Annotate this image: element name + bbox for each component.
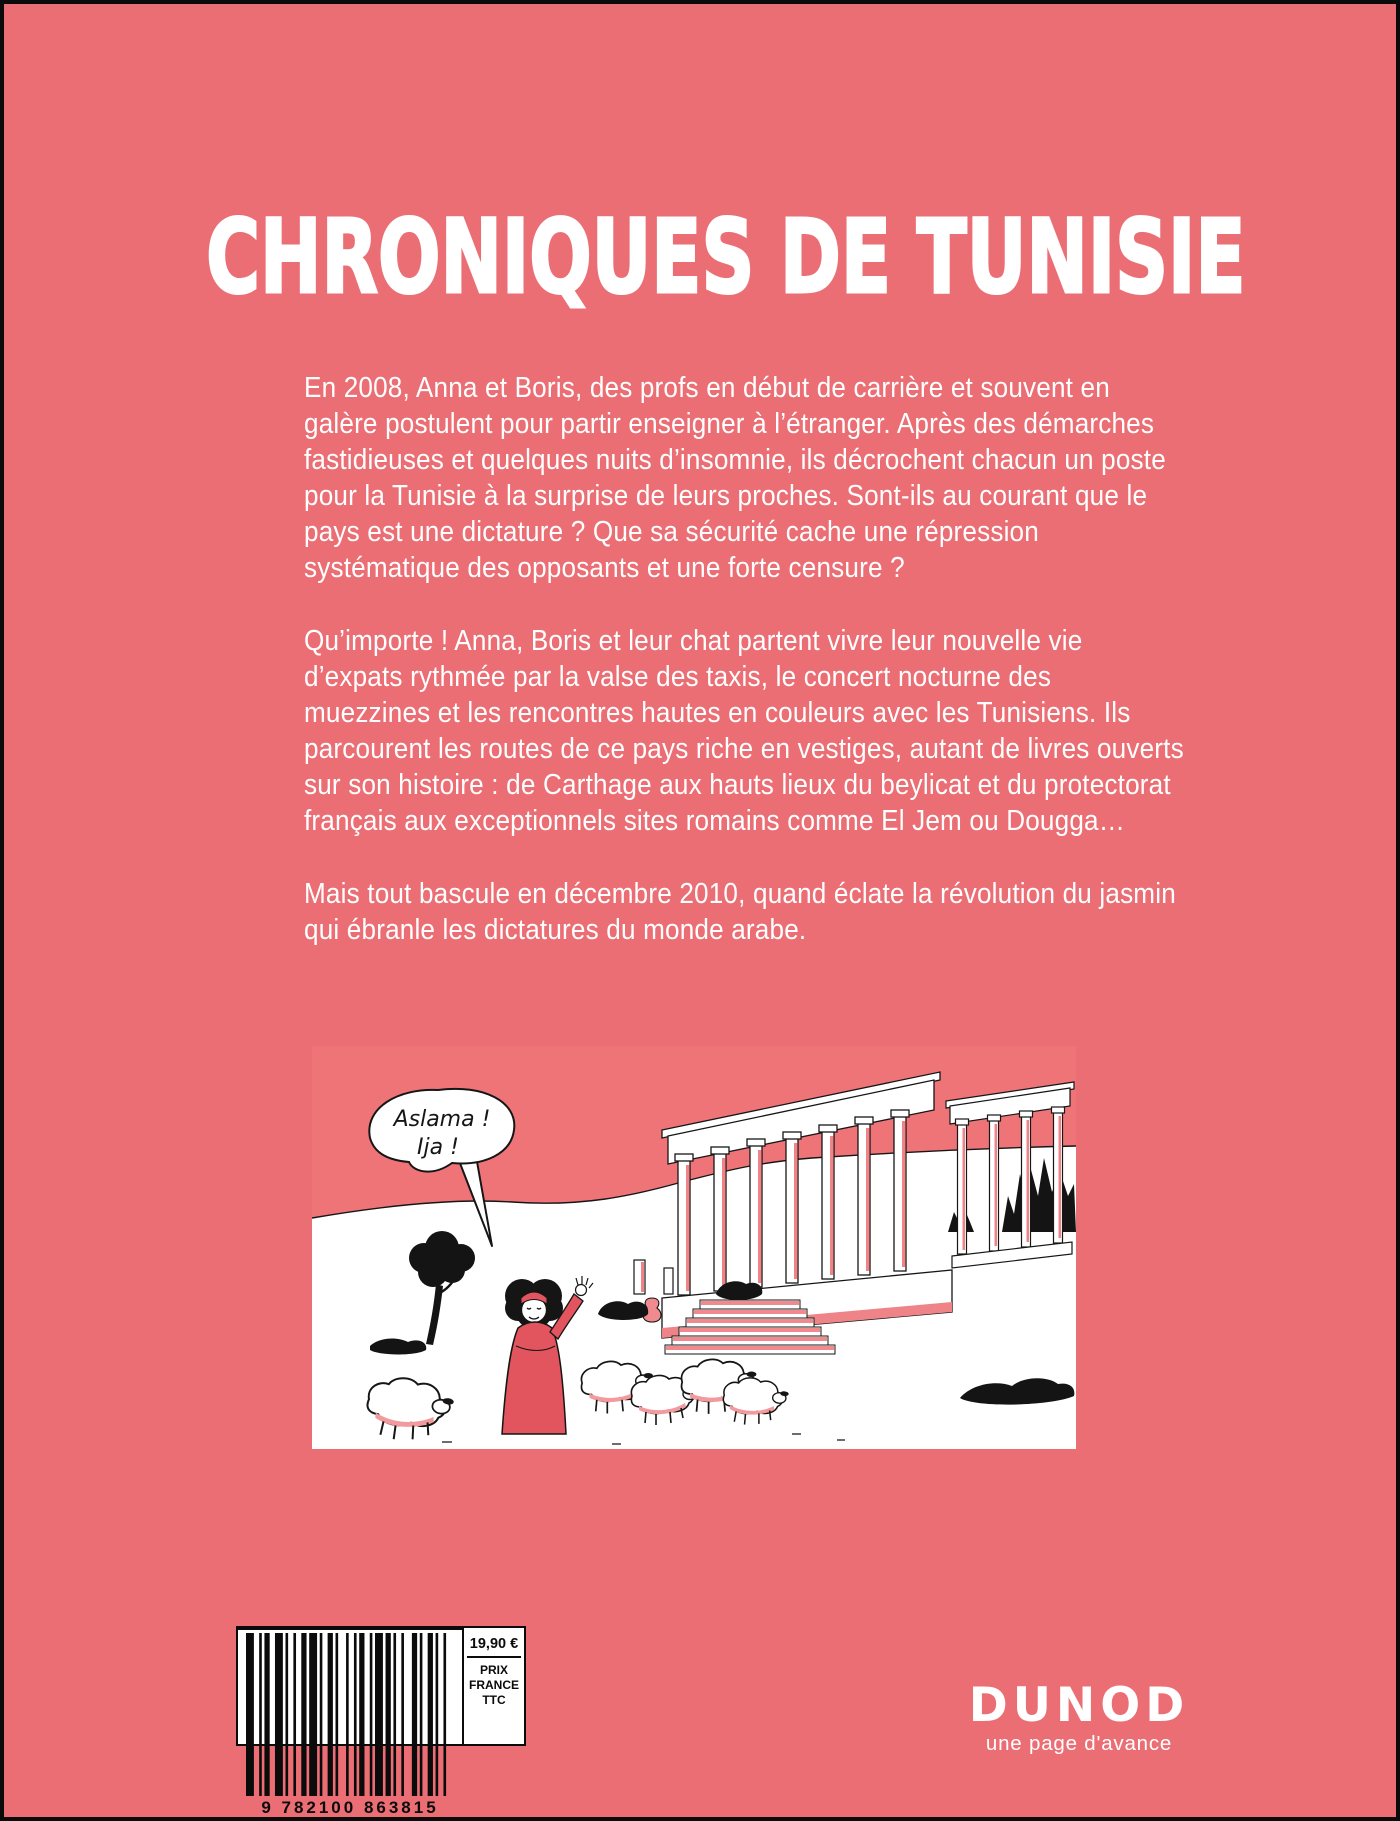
barcode-left-cell xyxy=(238,1628,462,1817)
ean-digits: 9 782100 863815 xyxy=(261,1797,439,1817)
synopsis-paragraph-1: En 2008, Anna et Boris, des profs en début de carrière et souvent en galère postulent pour partir enseigner à l’étranger. Après des démarches fastidieuses et quelques nuits d’insomnie, ils décrochent chacun un poste pour la Tunisie à la surprise de leurs proches. Sont-ils au courant que le pays est une dictature ? Que sa sécurité cache une répression systématique des opposants et une forte censure ? xyxy=(304,372,1166,584)
illustration xyxy=(312,1046,1076,1449)
illustration-drawing xyxy=(312,1046,1076,1449)
synopsis-paragraph-2: Qu’importe ! Anna, Boris et leur chat partent vivre leur nouvelle vie d’expats rythmée par la valse des taxis, le concert nocturne des muezzines et les rencontres hautes en couleurs avec les Tunisiens. Ils parcourent les routes de ce pays riche en vestiges, autant de livres ouverts sur son histoire : de Carthage aux hauts lieux du beylicat et du protectorat français aux exceptionnels sites romains comme El Jem ou Dougga… xyxy=(304,625,1184,837)
publisher-tagline: une page d'avance xyxy=(985,1732,1173,1755)
price-label-prix: PRIX xyxy=(479,1663,508,1677)
price-label-ttc: TTC xyxy=(482,1693,506,1707)
publisher-logo xyxy=(956,1678,1202,1756)
publisher-name: DUNOD xyxy=(968,1678,1190,1733)
synopsis xyxy=(304,370,1184,985)
barcode-bars xyxy=(238,1630,462,1796)
speech-bubble-line-2: Ija ! xyxy=(417,1135,459,1160)
page-title xyxy=(4,198,1396,318)
price-label-france: FRANCE xyxy=(469,1678,519,1692)
scrub-left xyxy=(370,1339,426,1355)
speech-bubble-line-1: Aslama ! xyxy=(393,1107,491,1132)
barcode-price-cell xyxy=(462,1628,524,1744)
book-title-text: CHRONIQUES DE TUNISIE xyxy=(206,198,1246,318)
price-text: 19,90 € xyxy=(467,1636,521,1658)
synopsis-paragraph-3: Mais tout bascule en décembre 2010, quand éclate la révolution du jasmin qui ébranle les dictatures du monde arabe. xyxy=(304,878,1176,946)
barcode-box xyxy=(236,1626,526,1817)
